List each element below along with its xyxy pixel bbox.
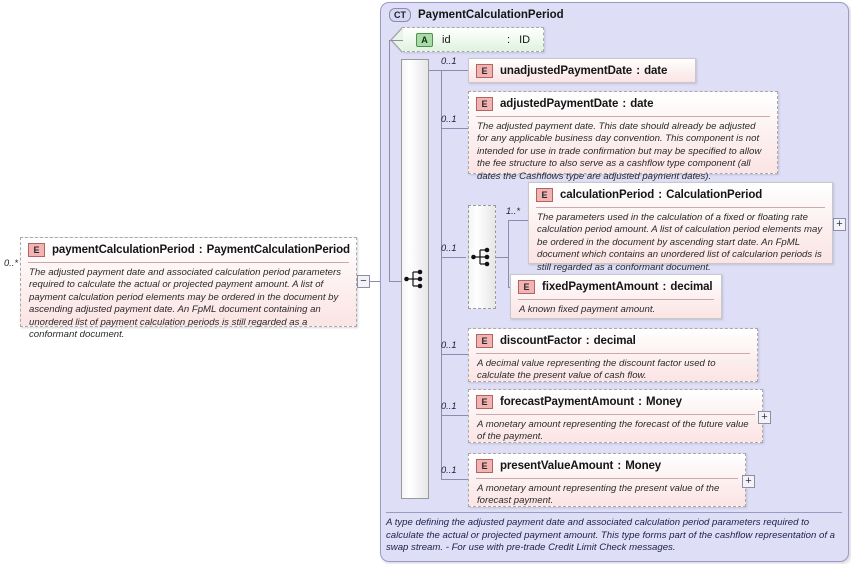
- element-presentValueAmount-documentation: A monetary amount representing the present value of the forecast payment.: [476, 478, 738, 514]
- element-type: Money: [645, 396, 682, 408]
- connector-branch-choice: [441, 257, 466, 258]
- attribute-id-box[interactable]: [402, 27, 544, 52]
- complex-type-name: PaymentCalculationPeriod: [418, 9, 564, 21]
- element-separator: :: [638, 396, 642, 408]
- connector-outer-branch-vertical: [441, 70, 442, 479]
- element-type: decimal: [670, 281, 713, 293]
- element-calculationPeriod-documentation: The parameters used in the calculation of a fixed or floating rate calculation period amount. A list of calculation period elements may be ordered in the document by ascending start date. An FpML document which contains an unordered list of calcularion periods is still regarded as a conformant document.: [536, 207, 825, 280]
- element-presentValueAmount-header: [469, 454, 745, 478]
- element-fixedPaymentAmount-documentation: A known fixed payment amount.: [518, 299, 714, 322]
- connector-spine-vertical: [389, 40, 390, 282]
- element-icon: E: [536, 188, 553, 202]
- element-type: Money: [625, 460, 662, 472]
- element-separator: :: [662, 281, 667, 293]
- connector-branch-present: [441, 479, 468, 480]
- element-separator: :: [636, 65, 640, 77]
- sequence-icon: [404, 269, 426, 289]
- calculation-period-expand-toggle[interactable]: +: [833, 218, 846, 231]
- attribute-id-name: id: [442, 33, 451, 46]
- element-forecastPaymentAmount-documentation: A monetary amount representing the forecast of the future value of the payment.: [476, 414, 755, 450]
- element-discountFactor[interactable]: [468, 328, 758, 382]
- connector-branch-calculationPeriod: [508, 220, 528, 221]
- sequence-icon: [471, 247, 493, 267]
- element-separator: :: [617, 460, 622, 472]
- cardinality-adjusted: 0..1: [441, 114, 457, 124]
- cardinality-discount: 0..1: [441, 340, 457, 350]
- complex-type-header: [389, 8, 564, 22]
- element-calculationPeriod-header: [529, 183, 832, 207]
- cardinality-calculationPeriod: 1..*: [506, 206, 520, 216]
- element-adjustedPaymentDate[interactable]: [468, 91, 778, 182]
- root-element-box[interactable]: [20, 237, 357, 341]
- element-discountFactor-header: [469, 329, 757, 353]
- element-forecastPaymentAmount[interactable]: [468, 389, 763, 443]
- connector-branch-adjusted: [441, 128, 468, 129]
- element-name: forecastPaymentAmount: [500, 396, 635, 408]
- element-type: date: [630, 98, 654, 110]
- element-name: calculationPeriod: [560, 189, 655, 201]
- attribute-id-type: ID: [519, 33, 531, 46]
- root-element-documentation: The adjusted payment date and associated calculation period parameters required to calculate the actual or projected payment amount. A list of payment calculation period elements may be ordered in the document by ascending adjusted payment date. An FpML document containing an unordered list of payment calculation periods is still regarded as a conformant document.: [28, 262, 349, 348]
- element-adjustedPaymentDate-title: [500, 98, 653, 110]
- element-type: date: [644, 65, 668, 77]
- element-unadjustedPaymentDate[interactable]: [468, 58, 696, 83]
- element-icon: E: [476, 64, 493, 78]
- connector-to-attribute: [389, 40, 403, 41]
- element-type: CalculationPeriod: [666, 189, 763, 201]
- element-fixedPaymentAmount[interactable]: [510, 274, 722, 319]
- root-element-title: [52, 244, 350, 256]
- element-type: decimal: [593, 335, 636, 347]
- element-calculationPeriod-title: [560, 189, 762, 201]
- connector-outer-stub: [429, 70, 441, 71]
- cardinality-unadjusted: 0..1: [441, 56, 457, 66]
- element-name: adjustedPaymentDate: [500, 98, 619, 110]
- present-value-expand-toggle[interactable]: +: [742, 475, 755, 488]
- element-name: presentValueAmount: [500, 460, 614, 472]
- complex-type-icon: CT: [389, 8, 411, 22]
- complex-type-documentation: A type defining the adjusted payment date and associated calculation period parameters required to calculate the actual or projected payment amount. This type forms part of the cashflow representation of a swap stream. - For use with pre-trade Credit Limit Check messages.: [386, 512, 842, 555]
- element-forecastPaymentAmount-title: [500, 396, 682, 408]
- inner-sequence-compositor[interactable]: [468, 205, 496, 309]
- element-forecastPaymentAmount-header: [469, 390, 762, 414]
- element-unadjustedPaymentDate-header: [469, 59, 695, 83]
- element-separator: :: [585, 335, 590, 347]
- attribute-icon: A: [416, 33, 433, 47]
- element-name: fixedPaymentAmount: [542, 281, 659, 293]
- cardinality-forecast: 0..1: [441, 401, 457, 411]
- connector-inner-branch-vertical: [508, 220, 509, 287]
- element-unadjustedPaymentDate-title: [500, 65, 667, 77]
- element-calculationPeriod[interactable]: [528, 182, 833, 273]
- element-presentValueAmount[interactable]: [468, 453, 746, 507]
- element-fixedPaymentAmount-title: [542, 281, 713, 293]
- element-icon: E: [518, 280, 535, 294]
- root-element-name: paymentCalculationPeriod: [52, 244, 195, 256]
- element-name: discountFactor: [500, 335, 582, 347]
- connector-inner-stub: [496, 257, 508, 258]
- element-icon: E: [28, 243, 45, 257]
- root-element-type: PaymentCalculationPeriod: [206, 244, 350, 256]
- element-icon: E: [476, 459, 493, 473]
- element-name: unadjustedPaymentDate: [500, 65, 633, 77]
- outer-sequence-compositor[interactable]: [401, 59, 429, 499]
- root-element-cardinality: 0..*: [4, 258, 18, 268]
- root-element-separator: :: [198, 244, 203, 256]
- element-separator: :: [658, 189, 663, 201]
- root-collapse-toggle[interactable]: −: [357, 275, 370, 288]
- element-presentValueAmount-title: [500, 460, 661, 472]
- attribute-id-inner: [416, 33, 530, 47]
- element-adjustedPaymentDate-header: [469, 92, 777, 116]
- cardinality-present: 0..1: [441, 465, 457, 475]
- root-element-header: [21, 238, 356, 262]
- element-icon: E: [476, 334, 493, 348]
- element-fixedPaymentAmount-header: [511, 275, 721, 299]
- cardinality-choice: 0..1: [441, 243, 457, 253]
- attribute-id-separator: :: [507, 33, 511, 46]
- element-discountFactor-title: [500, 335, 636, 347]
- connector-branch-unadjusted: [441, 70, 468, 71]
- connector-branch-forecast: [441, 415, 468, 416]
- element-icon: E: [476, 97, 493, 111]
- element-icon: E: [476, 395, 493, 409]
- connector-branch-discount: [441, 354, 468, 355]
- element-discountFactor-documentation: A decimal value representing the discount factor used to calculate the present value of cash flow.: [476, 353, 750, 389]
- element-separator: :: [622, 98, 627, 110]
- forecast-payment-expand-toggle[interactable]: +: [758, 411, 771, 424]
- element-adjustedPaymentDate-documentation: The adjusted payment date. This date should already be adjusted for any applicable business day convention. This component is not intended for use in trade confirmation but may be specified to allow the fee structure to also serve as a cashflow type component (all dates the Cashflows type are adjusted payment dates).: [476, 116, 770, 189]
